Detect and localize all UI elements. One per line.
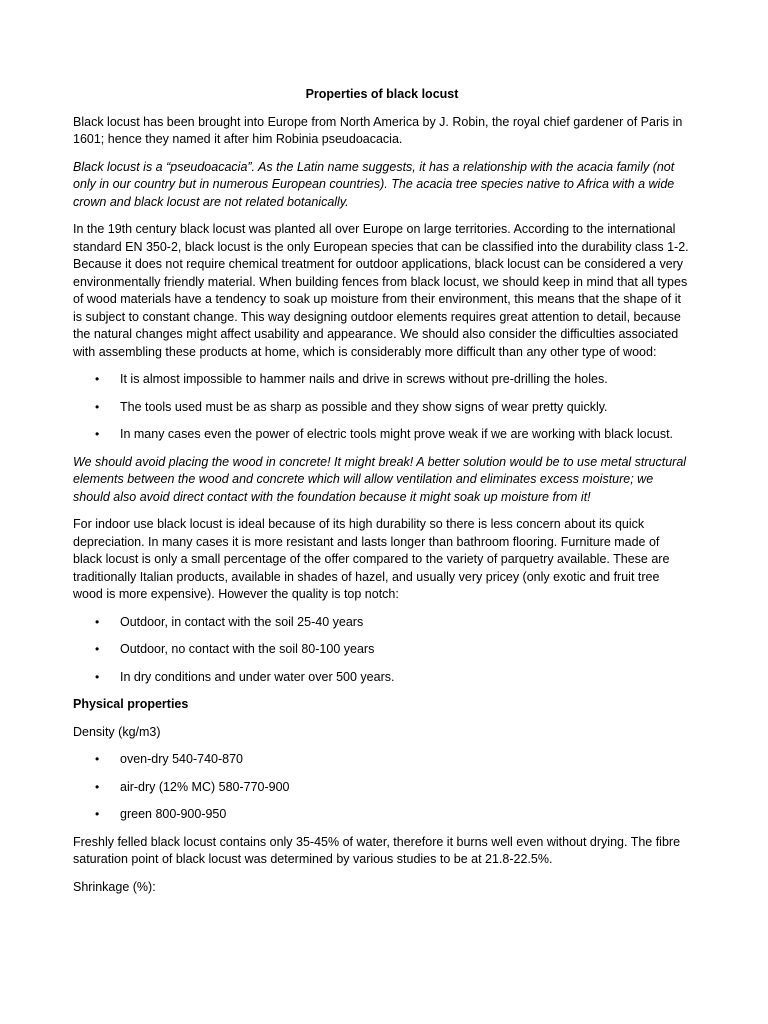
durability-list xyxy=(73,614,691,687)
paragraph-origin: Black locust has been brought into Europe from North America by J. Robin, the royal chief gardener of Paris in 1601; hence they named it after him Robinia pseudoacacia. xyxy=(73,114,683,146)
difficulties-list xyxy=(73,371,691,444)
list-item: • It is almost impossible to hammer nails and drive in screws without pre-drilling the holes. xyxy=(73,371,691,389)
list-item: • Outdoor, no contact with the soil 80-100 years xyxy=(73,641,691,659)
paragraph-water-content: Freshly felled black locust contains only 35-45% of water, therefore it burns well even without drying. The fibre saturation point of black locust was determined by various studies to be at 21.8-22.5%. xyxy=(73,834,681,866)
density-list xyxy=(73,751,691,824)
shrinkage-label: Shrinkage (%): xyxy=(73,879,156,894)
list-item: • In dry conditions and under water over 500 years. xyxy=(73,669,691,687)
list-item: • Outdoor, in contact with the soil 25-40 years xyxy=(73,614,691,632)
paragraph-concrete-warning: We should avoid placing the wood in concrete! It might break! A better solution would be to use metal structural elements between the wood and concrete which will allow ventilation and eliminates excess moisture; we should also avoid direct contact with the foundation because it might soak up moisture from it! xyxy=(73,454,687,504)
paragraph-pseudoacacia: Black locust is a “pseudoacacia”. As the Latin name suggests, it has a relationship with the acacia family (not only in our country but in numerous European countries). The acacia tree species native to Africa with a wide crown and black locust are not related botanically. xyxy=(73,159,675,209)
list-item: • green 800-900-950 xyxy=(73,806,691,824)
bullet-icon: • xyxy=(95,642,100,656)
list-item: • air-dry (12% MC) 580-770-900 xyxy=(73,779,691,797)
paragraph-history: In the 19th century black locust was planted all over Europe on large territories. According to the international standard EN 350-2, black locust is the only European species that can be classified into the durability class 1-2. Because it does not require chemical treatment for outdoor applications, black locust can be considered a very environmentally friendly material. When building fences from black locust, we should keep in mind that all types of wood materials have a tendency to soak up moisture from their environment, this means that the shape of it is subject to constant change. This way designing outdoor elements requires great attention to detail, because the natural changes might affect usability and appearance. We should also consider the difficulties associated with assembling these products at home, which is considerably more difficult than any other type of wood: xyxy=(73,222,689,359)
list-item: • In many cases even the power of electric tools might prove weak if we are working with black locust. xyxy=(73,426,691,444)
bullet-icon: • xyxy=(95,752,100,766)
bullet-icon: • xyxy=(95,614,100,629)
bullet-icon: • xyxy=(95,427,100,441)
bullet-icon: • xyxy=(95,669,100,684)
bullet-icon: • xyxy=(95,779,100,794)
physical-properties-heading: Physical properties xyxy=(73,697,189,711)
bullet-icon: • xyxy=(95,807,100,821)
paragraph-indoor-use: For indoor use black locust is ideal because of its high durability so there is less concern about its quick depreciation. In many cases it is more resistant and lasts longer than bathroom flooring. Furniture made of black locust is only a small percentage of the offer compared to the variety of parquetry available. These are traditionally Italian products, available in shades of hazel, and usually very pricey (only exotic and fruit tree wood is more expensive). However the quality is top notch: xyxy=(73,517,670,601)
bullet-icon: • xyxy=(95,372,100,386)
list-item: • oven-dry 540-740-870 xyxy=(73,751,691,769)
bullet-icon: • xyxy=(95,399,100,414)
density-label: Density (kg/m3) xyxy=(73,724,161,739)
document-title: Properties of black locust xyxy=(305,87,459,101)
document-page xyxy=(73,86,691,906)
list-item: • The tools used must be as sharp as possible and they show signs of wear pretty quickly. xyxy=(73,399,691,417)
